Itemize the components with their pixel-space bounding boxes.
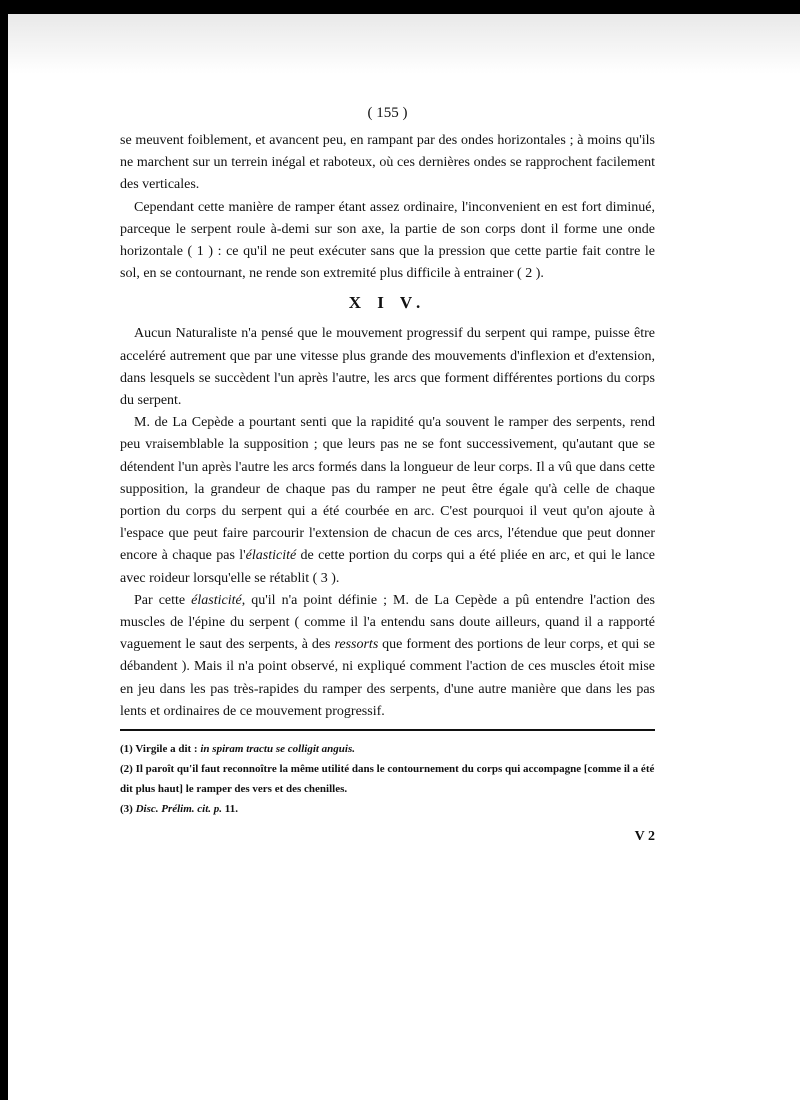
footnote-3-italic: Disc. Prélim. cit. p.: [135, 803, 223, 816]
footnote-3: [120, 799, 655, 819]
footnote-1-text: (1) Virgile a dit :: [120, 743, 201, 756]
paragraph-5-text-a: Par cette: [134, 592, 192, 608]
footnote-3-text-b: 11.: [222, 803, 238, 816]
footnote-1: [120, 739, 655, 759]
paragraph-1: se meuvent foiblement, et avancent peu, en rampant par des ondes horizontales ; à moins qu'ils ne marchent sur un terrein inégal et raboteux, où ces dernières ondes se rapprochent facilement des verticales.: [120, 133, 655, 193]
footnote-2: (2) Il paroît qu'il faut reconnoître la même utilité dans le contournement du corps qui accompagne [comme il a été dit plus haut] le ramper des vers et des chenilles.: [120, 763, 655, 796]
footnote-3-text-a: (3): [120, 803, 136, 816]
footnote-rule: [120, 729, 655, 731]
page-body: [120, 105, 655, 845]
paragraph-3: Aucun Naturaliste n'a pensé que le mouvement progressif du serpent qui rampe, puisse être acceléré autrement que par une vitesse plus grande des mouvements d'inflexion et d'extension, dans lesquels se succèdent l'un après l'autre, les arcs que forment différentes portions du corps du serpent.: [120, 326, 655, 409]
page-number: ( 155 ): [367, 105, 408, 121]
paragraph-5-italic-2: ressorts: [334, 637, 379, 653]
paragraph-2: Cependant cette manière de ramper étant assez ordinaire, l'inconvenient en est fort diminué, parceque le serpent roule à-demi sur son axe, la partie de son corps dont il forme une onde horizontale ( 1 ) : ce qu'il ne peut exécuter sans que la pression que cette partie fait contre le sol, en se contournant, ne rende son extremité plus difficile à entrainer ( 2 ).: [120, 199, 655, 282]
paragraph-5-text-b: , qu'il n'a point définie ; M. de La Cepède a pû entendre l'action des muscles de l'épine du serpent ( comme il l'a entendu sans doute ailleurs, quand il a rapporté vaguement le saut des serpents, à des: [120, 592, 655, 653]
paragraph-4-text-a: M. de La Cepède a pourtant senti que la rapidité qu'a souvent le ramper des serpents, rend peu vraisemblable la supposition ; que leurs pas ne se font successivement, qu'autant que se détendent l'un après l'autre les arcs formés dans la longueur de leur corps. Il a vû que dans cette supposition, la grandeur de chaque pas du ramper ne peut être égale qu'à celle de chaque portion du corps du serpent qui a été courbée en arc. C'est pourquoi il veut qu'on ajoute à l'espace que peut faire parcourir l'extension de chacun de ces arcs, l'étendue que peut donner encore à chaque pas l': [120, 415, 655, 564]
paragraph-5: [120, 590, 655, 723]
paragraph-4: [120, 412, 655, 590]
paragraph-4-italic: élasticité: [245, 548, 297, 564]
scan-edge-shadow: [8, 14, 800, 74]
paragraph-4-text-b: de cette portion du corps qui a été pliée en arc, et qui le lance avec roideur lorsqu'elle se rétablit ( 3 ).: [120, 548, 655, 586]
footnote-1-italic: in spiram tractu se colligit anguis.: [200, 743, 355, 756]
signature-mark: V 2: [634, 829, 655, 845]
paragraph-5-italic-1: élasticité: [191, 592, 242, 608]
section-heading: X I V.: [348, 293, 427, 313]
paragraph-5-text-c: que forment des portions de leur corps, et qui se débandent ). Mais il n'a point observé, ni expliqué comment l'action de ces muscles étoit mise en jeu dans les pas très-rapides du ramper des serpents, d'une autre manière que dans les pas lents et ordinaires de ce mouvement progressif.: [120, 637, 655, 719]
